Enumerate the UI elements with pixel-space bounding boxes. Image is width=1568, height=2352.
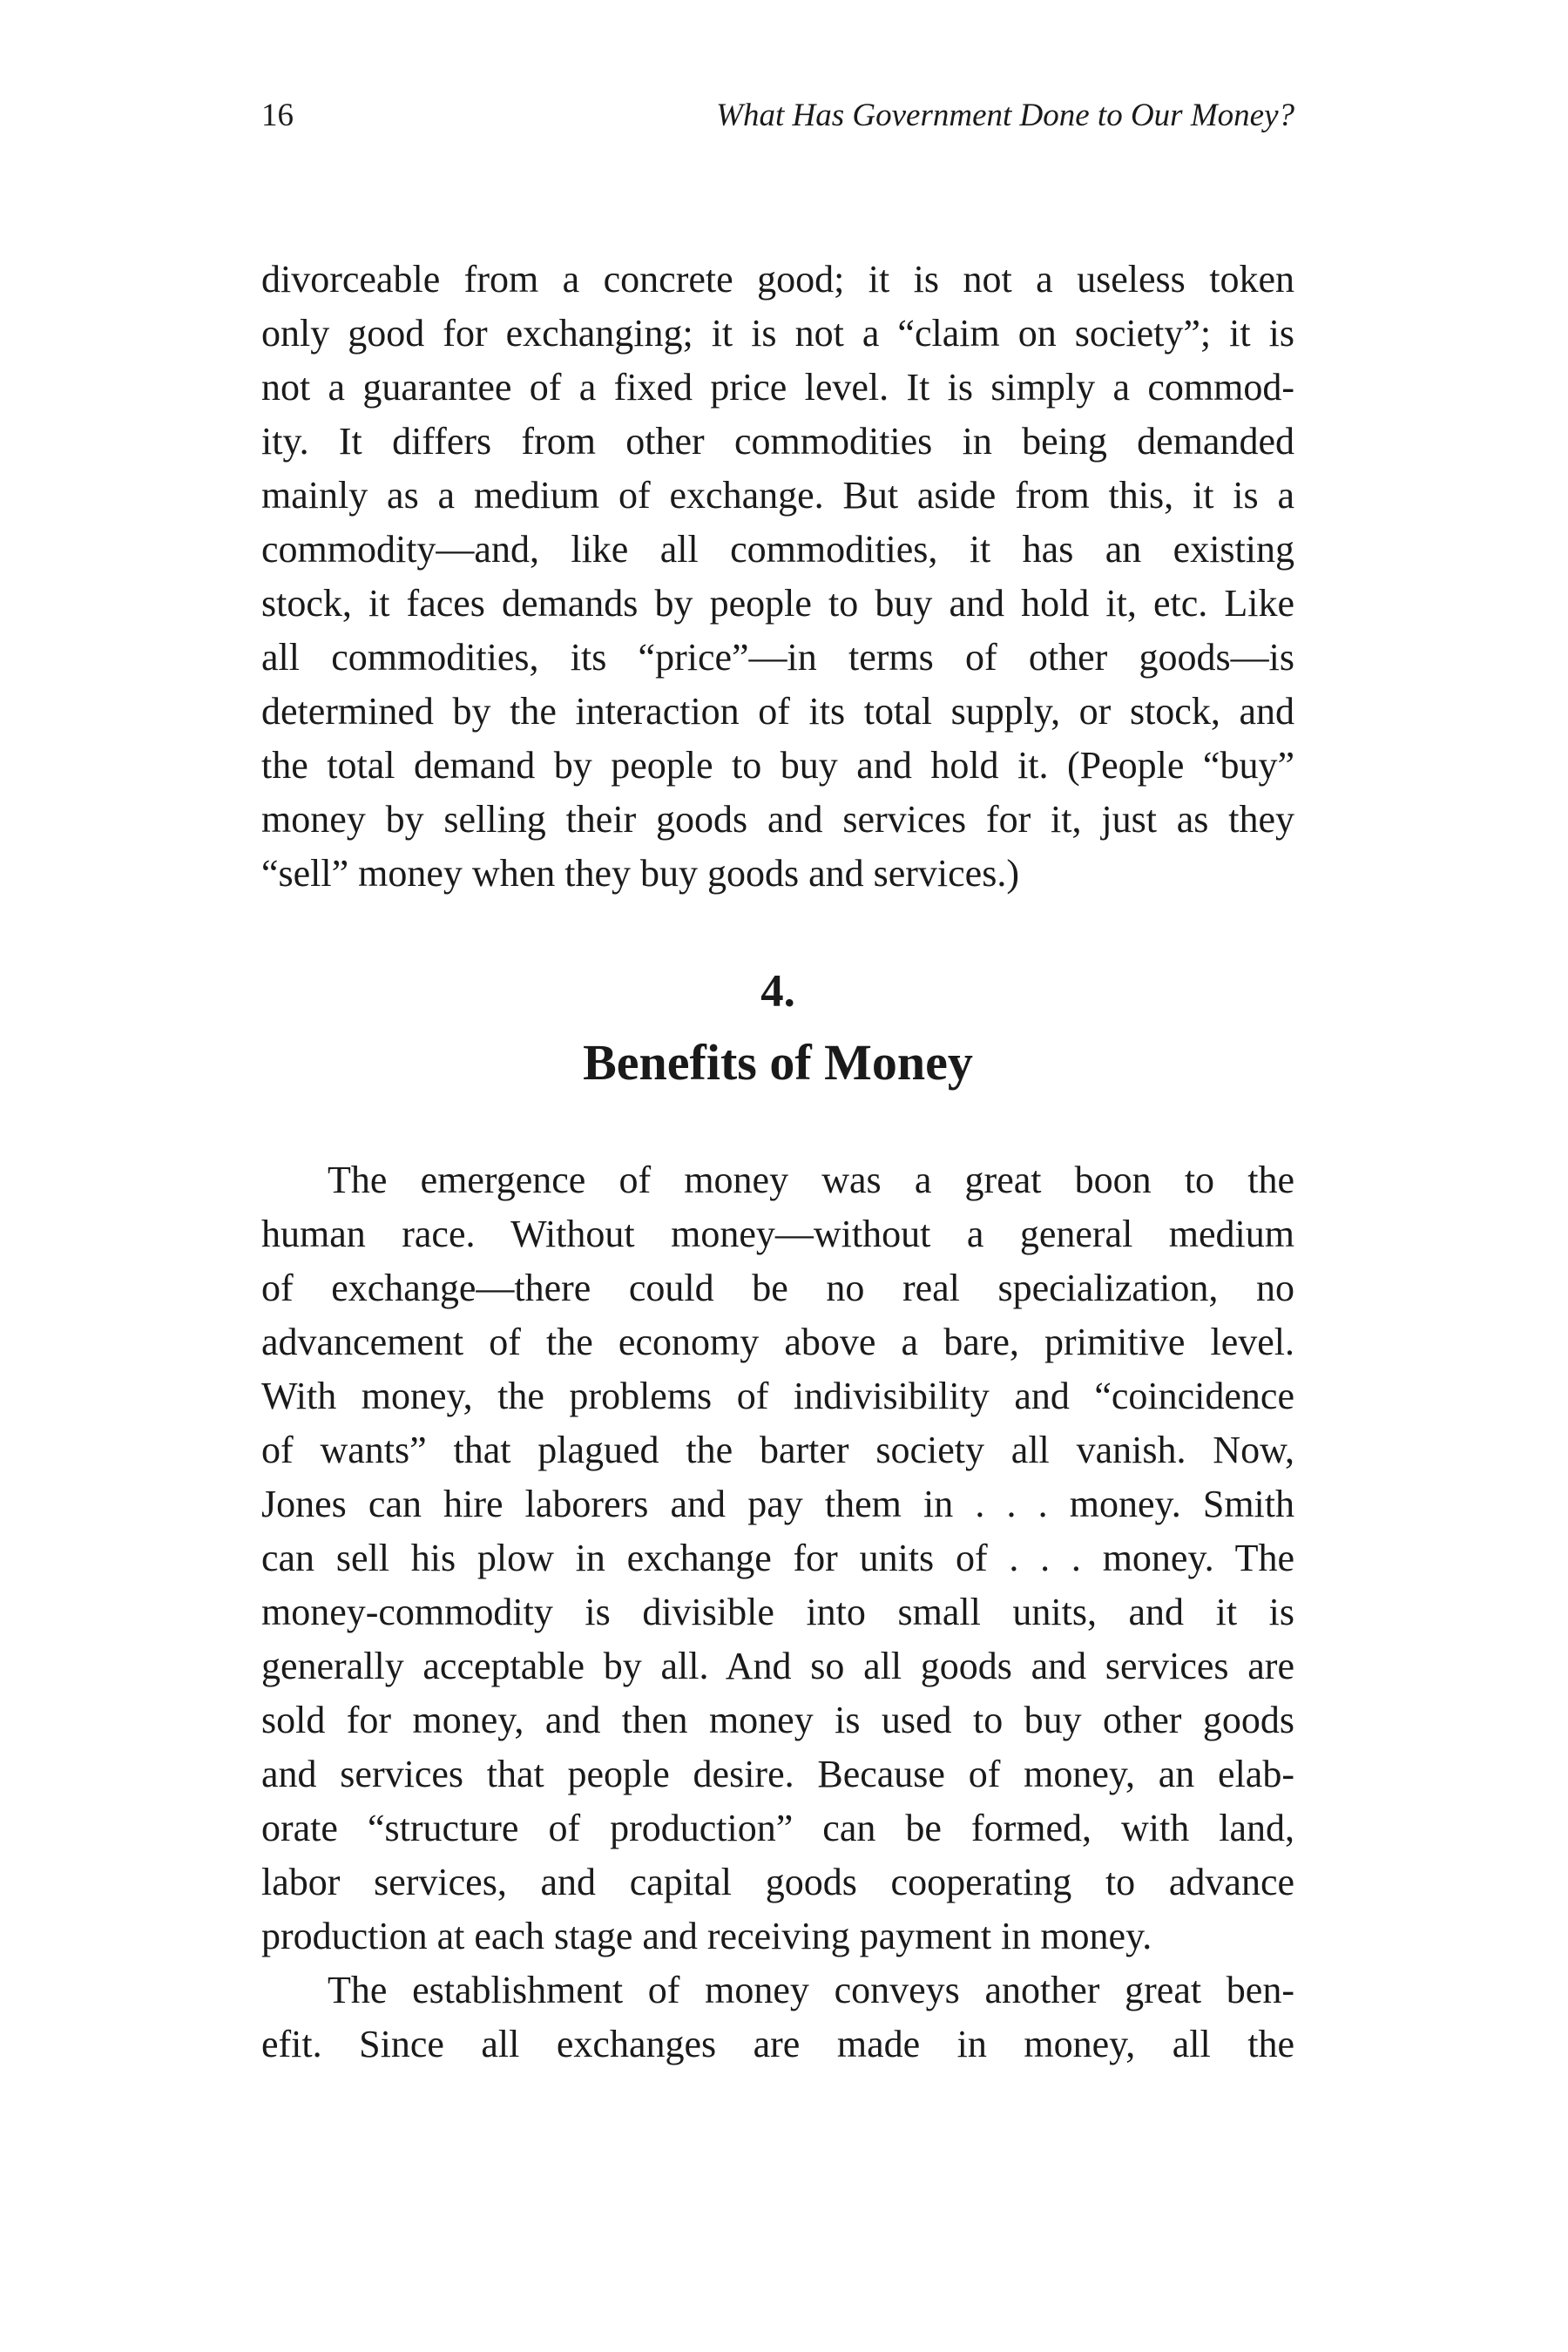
text-line: and services that people desire. Because of money, an elab- — [261, 1753, 1294, 1795]
text-line: can sell his plow in exchange for units of . . . money. The — [261, 1537, 1294, 1579]
text-line: money-commodity is divisible into small units, and it is — [261, 1591, 1294, 1633]
text-line: of exchange—there could be no real specialization, no — [261, 1267, 1294, 1309]
text-line: determined by the interaction of its total supply, or stock, and — [261, 690, 1294, 733]
text-line: not a guarantee of a fixed price level. It is simply a commod- — [261, 366, 1294, 409]
text-line: advancement of the economy above a bare, primitive level. — [261, 1321, 1294, 1363]
text-line: orate “structure of production” can be formed, with land, — [261, 1807, 1294, 1849]
text-line: stock, it faces demands by people to buy and hold it, etc. Like — [261, 582, 1294, 625]
text-line: labor services, and capital goods cooperating to advance — [261, 1861, 1294, 1903]
text-line: generally acceptable by all. And so all goods and services are — [261, 1645, 1294, 1687]
text-line: money by selling their goods and services for it, just as they — [261, 798, 1294, 841]
text-line: only good for exchanging; it is not a “claim on society”; it is — [261, 312, 1294, 355]
text-line: all commodities, its “price”—in terms of other goods—is — [261, 636, 1294, 679]
text-line: “sell” money when they buy goods and services.) — [261, 852, 1019, 895]
text-line: production at each stage and receiving payment in money. — [261, 1915, 1152, 1957]
section-number: 4. — [760, 966, 795, 1017]
text-line: commodity—and, like all commodities, it has an existing — [261, 528, 1294, 571]
text-line: the total demand by people to buy and hold it. (People “buy” — [261, 744, 1294, 787]
text-line: sold for money, and then money is used to buy other goods — [261, 1699, 1294, 1741]
text-line: mainly as a medium of exchange. But aside from this, it is a — [261, 474, 1294, 517]
running-head — [261, 94, 1294, 138]
running-title: What Has Government Done to Our Money? — [716, 98, 1294, 133]
text-line: The establishment of money conveys another great ben- — [328, 1969, 1294, 2011]
text-line: divorceable from a concrete good; it is not a useless token — [261, 258, 1294, 301]
text-line: ity. It differs from other commodities in being demanded — [261, 420, 1294, 463]
text-line: human race. Without money—without a general medium — [261, 1213, 1294, 1255]
text-line: With money, the problems of indivisibility and “coincidence — [261, 1375, 1294, 1417]
section-title: Benefits of Money — [583, 1034, 973, 1091]
text-line: Jones can hire laborers and pay them in . . . money. Smith — [261, 1483, 1294, 1525]
page-number: 16 — [261, 98, 294, 133]
text-line: efit. Since all exchanges are made in money, all the — [261, 2023, 1294, 2065]
text-line: The emergence of money was a great boon to the — [328, 1159, 1294, 1201]
text-line: of wants” that plagued the barter society all vanish. Now, — [261, 1429, 1294, 1471]
